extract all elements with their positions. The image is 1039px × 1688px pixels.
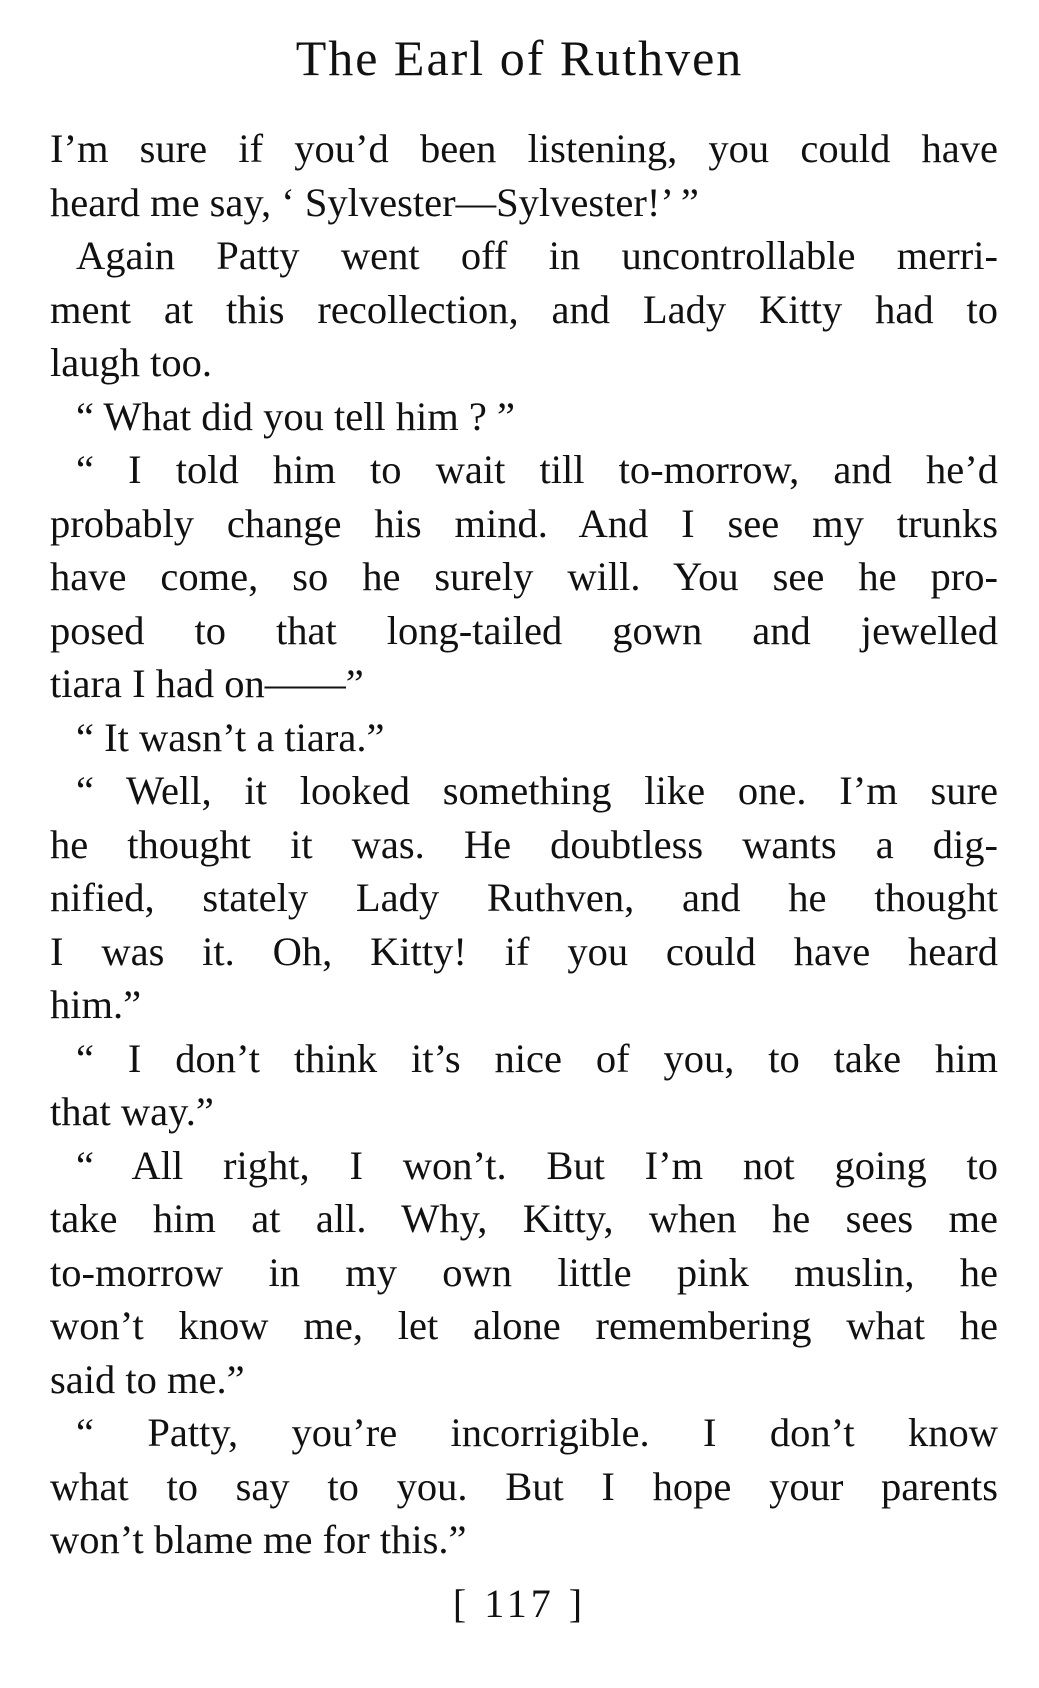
text-line: what to say to you. But I hope your parents — [50, 1463, 998, 1509]
paragraph — [50, 1139, 998, 1407]
paragraph — [50, 1406, 998, 1567]
text-line: “ I told him to wait till to-morrow, and he’d — [76, 447, 998, 492]
paragraph — [50, 390, 998, 444]
text-line: won’t blame me for this.” — [50, 1517, 467, 1562]
text-line: “ Well, it looked something like one. I’m sure — [76, 768, 998, 813]
paragraph — [50, 229, 998, 390]
body-text — [50, 122, 998, 1567]
text-line: tiara I had on——” — [50, 661, 364, 706]
text-line: laugh too. — [50, 340, 212, 385]
text-line: heard me say, ‘ Sylvester—Sylvester!’ ” — [50, 179, 699, 225]
paragraph — [50, 1032, 998, 1139]
paragraph — [50, 443, 998, 711]
paragraph — [50, 711, 998, 765]
paragraph — [50, 122, 998, 229]
text-line: probably change his mind. And I see my trunks — [50, 500, 998, 546]
text-line: said to me.” — [50, 1356, 245, 1402]
text-line: Again Patty went off in uncontrollable merri- — [76, 233, 998, 278]
text-line: nified, stately Lady Ruthven, and he thought — [50, 875, 998, 920]
text-line: have come, so he surely will. You see he pro- — [50, 554, 998, 599]
text-line: ment at this recollection, and Lady Kitty had to — [50, 286, 998, 332]
text-line: I was it. Oh, Kitty! if you could have heard — [50, 928, 998, 974]
text-line: I’m sure if you’d been listening, you could have — [50, 126, 998, 171]
text-line: “ All right, I won’t. But I’m not going to — [76, 1142, 998, 1188]
text-line: posed to that long-tailed gown and jewelled — [50, 607, 998, 653]
text-line: he thought it was. He doubtless wants a dig- — [50, 821, 998, 867]
text-line: him.” — [50, 982, 142, 1027]
text-line: “ I don’t think it’s nice of you, to take him — [76, 1035, 998, 1081]
text-line: “ It wasn’t a tiara.” — [76, 714, 385, 760]
paragraph — [50, 764, 998, 1032]
text-line: take him at all. Why, Kitty, when he sees me — [50, 1196, 998, 1241]
text-line: won’t know me, let alone remembering what he — [50, 1303, 998, 1348]
text-line: “ What did you tell him ? ” — [76, 393, 516, 439]
text-line: to-morrow in my own little pink muslin, he — [50, 1249, 998, 1295]
page-number: [ 117 ] — [452, 1581, 587, 1626]
text-line: that way.” — [50, 1089, 214, 1134]
text-line: “ Patty, you’re incorrigible. I don’t know — [76, 1410, 998, 1455]
running-head: The Earl of Ruthven — [295, 30, 744, 86]
